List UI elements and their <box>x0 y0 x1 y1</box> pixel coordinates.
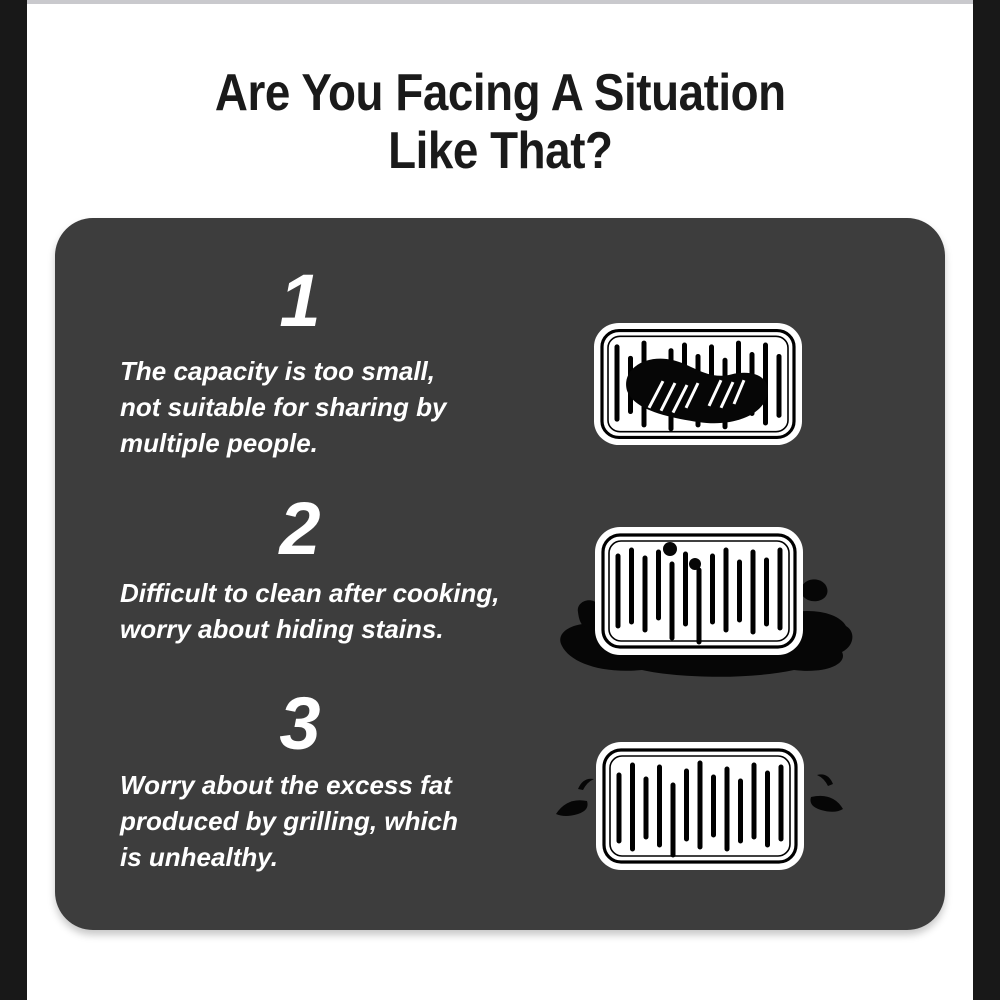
item-3-number: 3 <box>279 682 321 765</box>
situation-panel <box>55 218 945 930</box>
top-gray-strip <box>27 0 973 4</box>
page-title-line-1: Are You Facing A Situation <box>214 64 786 122</box>
item-1-line-2: not suitable for sharing by <box>120 392 447 422</box>
item-2-line-2: worry about hiding stains. <box>120 614 444 644</box>
page-title <box>27 64 973 180</box>
item-1-line-3: multiple people. <box>120 428 318 458</box>
right-black-bar <box>973 0 1000 1000</box>
grill-pan-stains-icon <box>550 520 880 695</box>
item-2-line-1: Difficult to clean after cooking, <box>120 578 500 608</box>
item-3-line-1: Worry about the excess fat <box>120 770 452 800</box>
item-3-line-3: is unhealthy. <box>120 842 278 872</box>
item-2-number: 2 <box>279 487 321 570</box>
item-1-number: 1 <box>279 259 321 342</box>
page-title-line-2: Like That? <box>387 122 613 180</box>
item-1-description <box>120 353 590 461</box>
item-3-line-2: produced by grilling, which <box>120 806 459 836</box>
grill-pan-steak-icon <box>593 322 803 446</box>
item-3-description <box>120 767 590 875</box>
grill-pan-fat-drips-icon <box>545 735 860 875</box>
item-2-description <box>120 575 590 647</box>
left-black-bar <box>0 0 27 1000</box>
item-1-line-1: The capacity is too small, <box>120 356 435 386</box>
